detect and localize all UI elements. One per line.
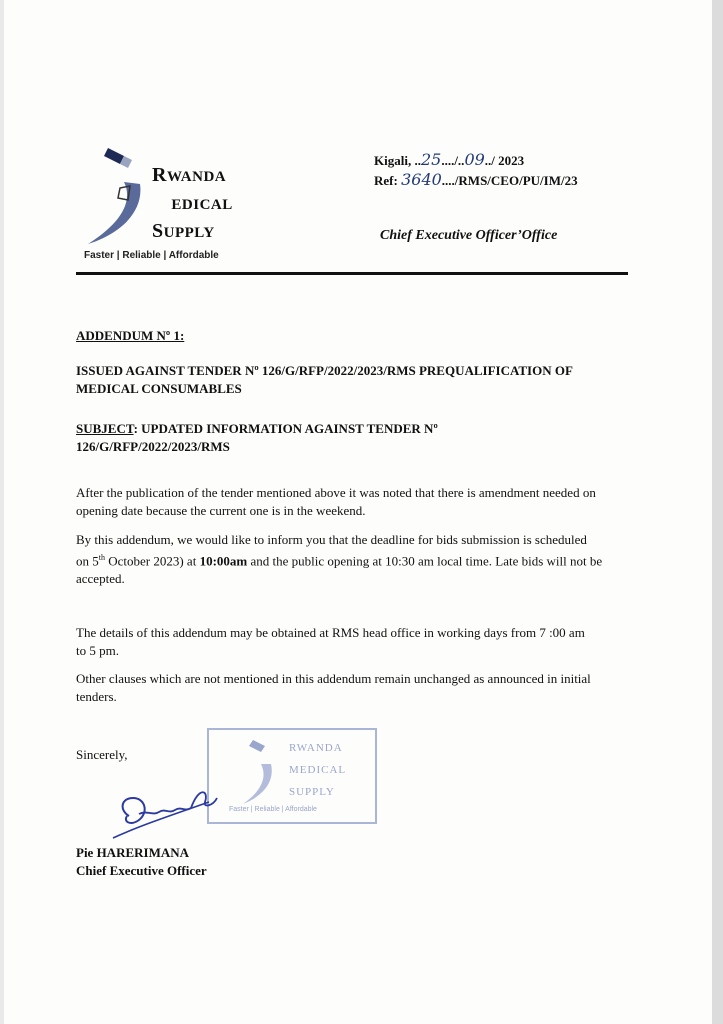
paragraph-3: The details of this addendum may be obtained at RMS head office in working days from 7 :00 am to 5 pm. — [76, 625, 585, 658]
page-edge-shadow — [712, 0, 723, 1024]
stamp-emblem-icon — [239, 738, 279, 808]
logo-emblem-icon — [80, 142, 160, 252]
header-divider — [76, 272, 628, 275]
signatory-title: Chief Executive Officer — [76, 863, 207, 878]
paragraph-4: Other clauses which are not mentioned in this addendum remain unchanged as announced in initial tenders. — [76, 671, 591, 704]
document-page — [4, 0, 712, 1024]
signatory — [76, 844, 648, 880]
brand-line-1: RWANDA — [152, 164, 227, 186]
addendum-title: ADDENDUM Nº 1: — [76, 328, 185, 343]
handwritten-day: 25 — [420, 150, 442, 169]
salutation: Sincerely, — [76, 747, 128, 762]
date-line: Kigali, ..25..../..09../ 2023 — [374, 150, 525, 169]
handwritten-ref-number: 3640 — [401, 170, 442, 189]
office-name: Chief Executive Officer’Office — [380, 228, 558, 243]
brand-line-3: SUPPLY — [152, 220, 215, 242]
reference-line: Ref: 3640..../RMS/CEO/PU/IM/23 — [374, 170, 578, 189]
handwritten-month: 09 — [464, 150, 485, 169]
subject: SUBJECT: UPDATED INFORMATION AGAINST TENDER Nº 126/G/RFP/2022/2023/RMS — [76, 421, 438, 454]
paragraph-2: By this addendum, we would like to inform you that the deadline for bids submission is scheduled on 5th October 2023) at 10:00am and the public opening at 10:30 am local time. Late bids will not be accepted. — [76, 532, 603, 587]
official-stamp: RWANDA MEDICAL SUPPLY Faster | Reliable | Affordable — [207, 728, 377, 824]
signatory-name: Pie HARERIMANA — [76, 845, 190, 860]
paragraph-1: After the publication of the tender mentioned above it was noted that there is amendment needed on opening date because the current one is in the weekend. — [76, 485, 596, 518]
handwritten-signature — [109, 776, 229, 846]
brand-line-2: MEDICAL — [152, 192, 233, 214]
logo-tagline: Faster | Reliable | Affordable — [84, 250, 219, 261]
issued-against: ISSUED AGAINST TENDER Nº 126/G/RFP/2022/2023/RMS PREQUALIFICATION OF MEDICAL CONSUMABLES — [76, 363, 573, 396]
